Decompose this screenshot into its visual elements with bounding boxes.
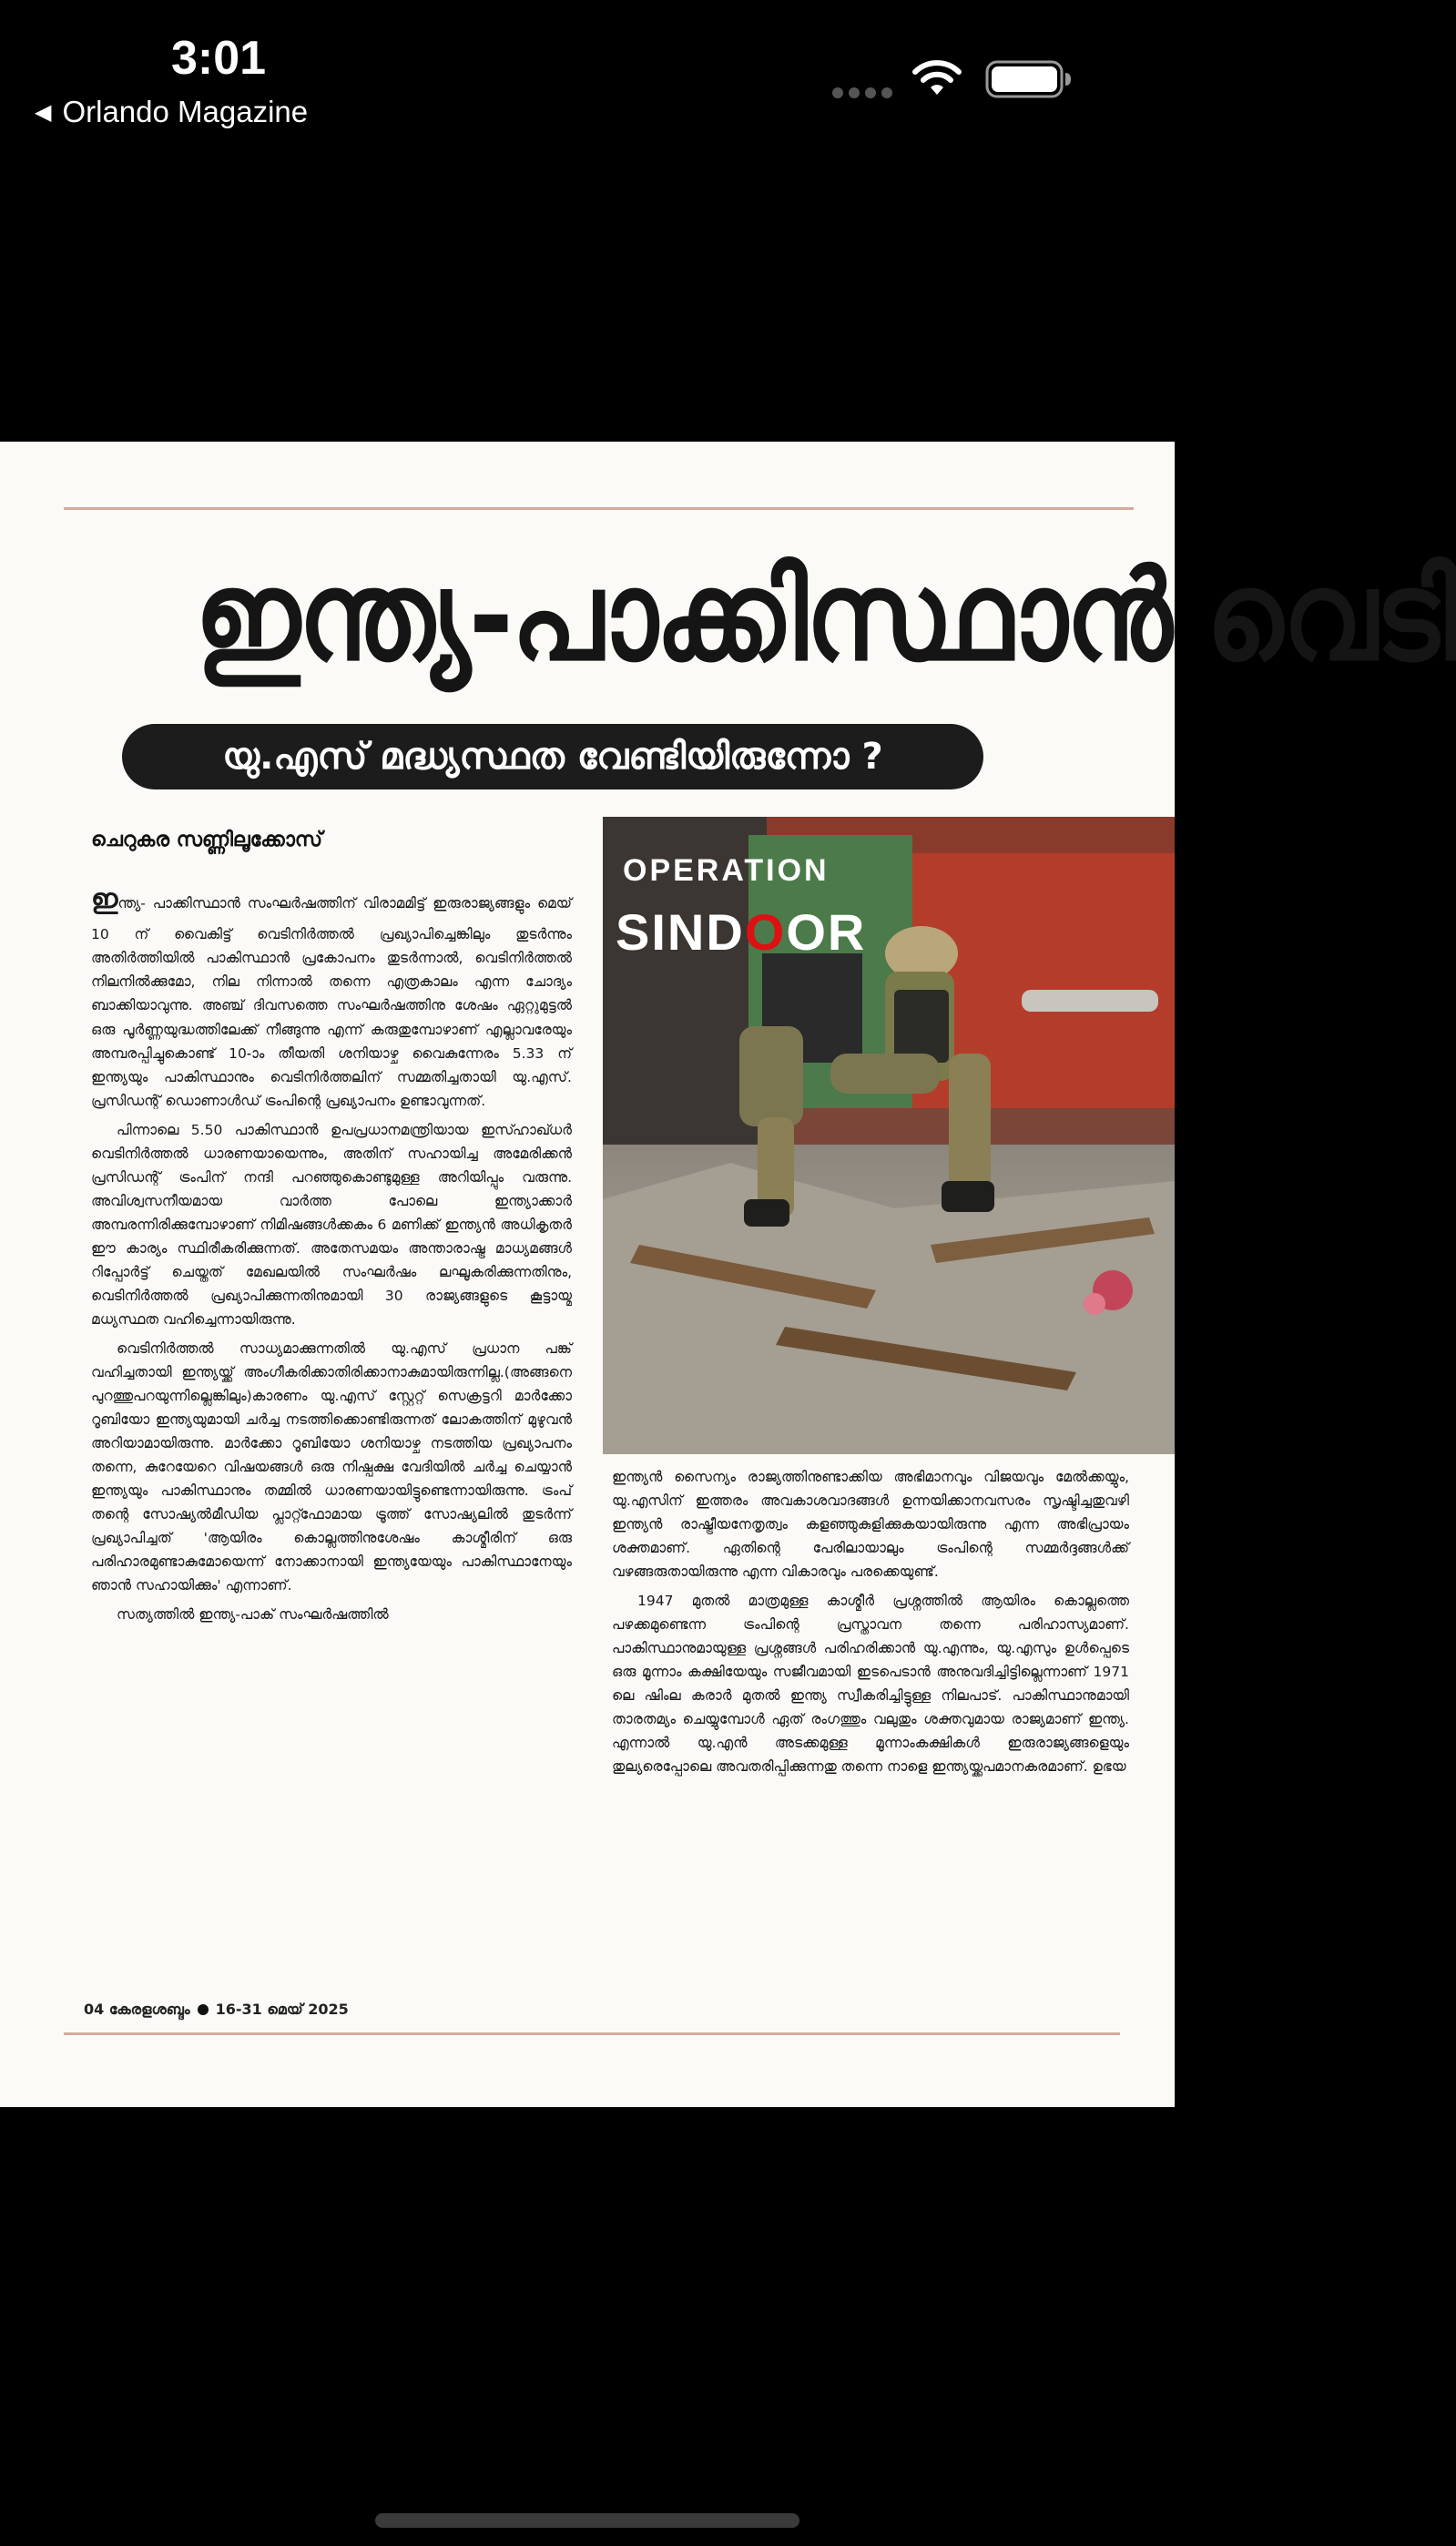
target-icon: O bbox=[744, 903, 787, 961]
battery-icon bbox=[985, 58, 1073, 100]
paragraph: ഇന്ത്യ- പാക്കിസ്ഥാൻ സംഘർഷത്തിന് വിരാമമിട്ട് ഇരുരാജ്യങ്ങളും മെയ് 10 ന് വൈകിട്ട് വെടിനിർത്തൽ പ്രഖ്യാപിച്ചെങ്കിലും തുടർന്നും അതിർത്തിയിൽ പാകിസ്ഥാൻ പ്രകോപനം തുടർന്നാൽ, വെടിനിർത്തൽ നിലനിൽക്കുമോ, നില നിന്നാൽ തന്നെ എത്രകാലം എന്ന ചോദ്യം ബാക്കിയാവുന്നു. അഞ്ച് ദിവസത്തെ സംഘർഷത്തിനു ശേഷം ഏറ്റുമുട്ടൽ ഒരു പൂർണ്ണയുദ്ധത്തിലേക്ക് നീങ്ങുന്നു എന്ന് കരുതുമ്പോഴാണ് എല്ലാവരേയും അമ്പരപ്പിച്ചുകൊണ്ട് 10-ാം തീയതി ശനിയാഴ്ച വൈകുന്നേരം 5.33 ന് ഇന്ത്യയും പാകിസ്ഥാനും വെടിനിർത്തലിന് സമ്മതിച്ചതായി യു.എസ്. പ്രസിഡന്റ് ഡൊണാൾഡ് ട്രംപിന്റെ പ്രഖ്യാപനം ഉണ്ടാവുന്നത്. bbox=[91, 883, 572, 1109]
bottom-divider bbox=[64, 2032, 1120, 2035]
page-number: 04 കേരളശബ്ദം bbox=[84, 2001, 190, 2018]
paragraph: പിന്നാലെ 5.50 പാകിസ്ഥാൻ ഉപപ്രധാനമന്ത്രിയായ ഇസ്ഹാഖ്ധർ വെടിനിർത്തൽ ധാരണയായെന്നും, അതിന് സഹായിച്ച അമേരിക്കൻ പ്രസിഡന്റ് ട്രംപിന് നന്ദി പറഞ്ഞുകൊണ്ടുമുള്ള അറിയിപ്പും വരുന്നു. അവിശ്വസനീയമായ വാർത്ത പോലെ ഇന്ത്യാക്കാർ അമ്പരന്നിരിക്കുമ്പോഴാണ് നിമിഷങ്ങൾക്കകം 6 മണിക്ക് ഇന്ത്യൻ അധികൃതർ ഈ കാര്യം സ്ഥിരീകരിക്കുന്നത്. അതേസമയം അന്താരാഷ്ട്ര മാധ്യമങ്ങൾ റിപ്പോർട്ട് ചെയ്തത് മേഖലയിൽ സംഘർഷം ലഘൂകരിക്കുന്നതിനും, വെടിനിർത്തൽ പ്രഖ്യാപിക്കുന്നതിനുമായി 30 രാജ്യങ്ങളുടെ കൂട്ടായ്മ മധ്യസ്ഥത വഹിച്ചെന്നായിരുന്നു. bbox=[91, 1121, 572, 1328]
status-time: 3:01 bbox=[171, 32, 267, 85]
paragraph: സത്യത്തിൽ ഇന്ത്യ-പാക് സംഘർഷത്തിൽ bbox=[117, 1606, 389, 1624]
byline: ചെറുകര സണ്ണിലൂക്കോസ് bbox=[91, 829, 323, 851]
article-left-column bbox=[91, 877, 572, 1997]
back-arrow-icon: ◀ bbox=[35, 99, 52, 125]
operation-title: OPERATION bbox=[623, 853, 830, 888]
headline: ഇന്ത്യ-പാക്കിസ്ഥാൻ വെടി bbox=[195, 544, 1456, 688]
wifi-icon bbox=[911, 58, 963, 98]
dropcap: ഇ bbox=[91, 883, 118, 915]
paragraph: ഇന്ത്യൻ സൈന്യം രാജ്യത്തിനുണ്ടാക്കിയ അഭിമാനവും വിജയവും മേൽക്കയ്യും, യു.എസിന് ഇത്തരം അവകാശവാദങ്ങൾ ഉന്നയിക്കാനവസരം സൃഷ്ടിച്ചതുവഴി ഇന്ത്യൻ രാഷ്ട്രീയനേതൃത്വം കളഞ്ഞുകുളിക്കുകയായിരുന്നു എന്ന അഭിപ്രായം ശക്തമാണ്. ഏതിന്റെ പേരിലായാലും ട്രംപിന്റെ സമ്മർദ്ദങ്ങൾക്ക് വഴങ്ങരുതായിരുന്നു എന്ന വികാരവും പരക്കെയുണ്ട്. bbox=[612, 1469, 1129, 1581]
operation-name: SINDOOR bbox=[616, 903, 867, 961]
subheadline: യു.എസ് മദ്ധ്യസ്ഥത വേണ്ടിയിരുന്നോ ? bbox=[122, 724, 983, 789]
magazine-page[interactable] bbox=[0, 442, 1456, 2107]
back-app-label: Orlando Magazine bbox=[62, 95, 309, 128]
issue-date: 16-31 മെയ് 2025 bbox=[215, 2001, 349, 2018]
page-footer bbox=[84, 2001, 349, 2019]
cellular-icon bbox=[832, 87, 892, 98]
back-to-app-button[interactable] bbox=[35, 95, 308, 129]
home-indicator[interactable] bbox=[375, 2513, 799, 2528]
paragraph: 1947 മുതൽ മാത്രമുള്ള കാശ്മീർ പ്രശ്നത്തിൽ ആയിരം കൊല്ലത്തെ പഴക്കമുണ്ടെന്ന ട്രംപിന്റെ പ്രസ്താവന തന്നെ പരിഹാസ്യമാണ്. പാകിസ്ഥാനുമായുള്ള പ്രശ്നങ്ങൾ പരിഹരിക്കാൻ യു.എന്നും, യു.എസും ഉൾപ്പെടെ ഒരു മൂന്നാം കക്ഷിയേയും സജീവമായി ഇടപെടാൻ അനുവദിച്ചിട്ടില്ലെന്നാണ് 1971 ലെ ഷിംല കരാർ മുതൽ ഇന്ത്യ സ്വീകരിച്ചിട്ടുള്ള നിലപാട്. പാകിസ്ഥാനുമായി താരതമ്യം ചെയ്യുമ്പോൾ ഏത് രംഗത്തും വലുതും ശക്തവുമായ രാജ്യമാണ് ഇന്ത്യ. എന്നാൽ യു.എൻ അടക്കമുള്ള മൂന്നാംകക്ഷികൾ ഇരുരാജ്യങ്ങളെയും തുല്യരെപ്പോലെ അവതരിപ്പിക്കുന്നതു തന്നെ നാളെ ഇന്ത്യയ്ക്കപമാനകരമാണ്. ഉഭയ bbox=[612, 1593, 1129, 1776]
top-divider bbox=[64, 507, 1134, 510]
article-right-column bbox=[612, 1465, 1129, 2011]
paragraph: വെടിനിർത്തൽ സാധ്യമാക്കുന്നതിൽ യു.എസ് പ്രധാന പങ്ക് വഹിച്ചതായി ഇന്ത്യയ്ക്ക് അംഗീകരിക്കാതിരിക്കാനാകുമായിരുന്നില്ല.(അങ്ങനെ പുറത്തുപറയുന്നില്ലെങ്കിലും)കാരണം യു.എസ് സ്റ്റേറ്റ് സെക്രട്ടറി മാർക്കോ റൂബിയോ ഇന്ത്യയുമായി ചർച്ച നടത്തിക്കൊണ്ടിരുന്നത് ലോകത്തിന് മുഴുവൻ അറിയാമായിരുന്നു. മാർക്കോ റൂബിയോ ശനിയാഴ്ച നടത്തിയ പ്രഖ്യാപനം തന്നെ, കുറേയേറെ വിഷയങ്ങൾ ഒരു നിഷ്പക്ഷ വേദിയിൽ ചർച്ച ചെയ്യാൻ ഇന്ത്യയും പാകിസ്ഥാനും തമ്മിൽ ധാരണയായിട്ടുണ്ടെന്നായിരുന്നു. ട്രംപ് തന്റെ സോഷ്യൽമീഡിയ പ്ലാറ്റ്ഫോമായ ട്രൂത്ത് സോഷ്യലിൽ തുടർന്ന് പ്രഖ്യാപിച്ചത് 'ആയിരം കൊല്ലത്തിനുശേഷം കാശ്മീരിന് ഒരു പരിഹാരമുണ്ടാകുമോയെന്ന് നോക്കാനായി ഇന്ത്യയേയും പാകിസ്ഥാനേയും ഞാൻ സഹായിക്കും' എന്നാണ്. bbox=[91, 1339, 572, 1594]
bullet-icon bbox=[198, 2004, 209, 2015]
article-photo bbox=[603, 817, 1175, 1454]
